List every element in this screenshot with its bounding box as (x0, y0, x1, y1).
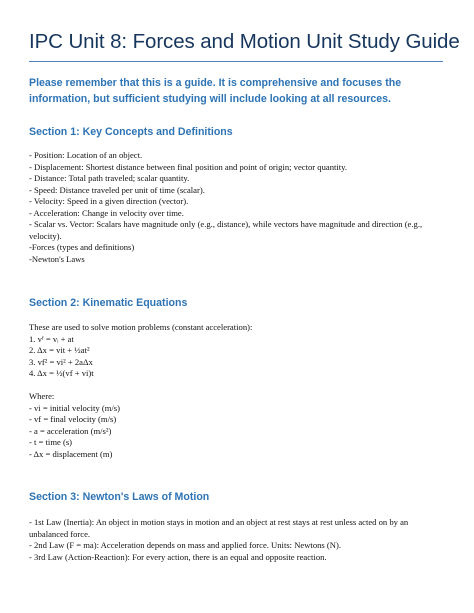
variable-item: - a = acceleration (m/s²) (29, 425, 112, 436)
section-2-body (29, 322, 449, 460)
list-item: -Forces (types and definitions) (29, 242, 135, 252)
section-3-body (29, 517, 449, 563)
list-item: - Speed: Distance traveled per unit of time (scalar). (29, 184, 205, 195)
list-item: - Position: Location of an object. (29, 150, 143, 160)
list-item: - 2nd Law (F = ma): Acceleration depends on mass and applied force. Units: Newtons (N). (29, 540, 341, 550)
section-1-body (29, 150, 449, 265)
equation: 4. Δx = ½(vf + vi)t (29, 368, 94, 378)
section-2-heading: Section 2: Kinematic Equations (29, 297, 188, 309)
list-item: - Displacement: Shortest distance between final position and point of origin; vector quantity. (29, 161, 348, 172)
list-item: - 1st Law (Inertia): An object in motion stays in motion and an object at rest stays at rest unless acted on by an unbalanced force. (29, 517, 409, 539)
section-2-intro: These are used to solve motion problems (constant acceleration): (29, 322, 253, 332)
variable-item: - vi = initial velocity (m/s) (29, 402, 121, 413)
variable-item: - Δx = displacement (m) (29, 448, 113, 459)
list-item: - Velocity: Speed in a given direction (vector). (29, 196, 189, 206)
variable-item: - vf = final velocity (m/s) (29, 414, 117, 424)
spacer (29, 380, 449, 392)
intro-note: Please remember that this is a guide. It is comprehensive and focuses the information, but sufficient studying will include looking at all resources. (29, 77, 402, 105)
document-title: IPC Unit 8: Forces and Motion Unit Study Guide (29, 30, 460, 53)
title-divider (29, 61, 443, 62)
equation: 2. Δx = vit + ½at² (29, 345, 90, 355)
equation: 3. vf² = vi² + 2aΔx (29, 356, 93, 367)
list-item: - Acceleration: Change in velocity over time. (29, 207, 184, 218)
list-item: - Scalar vs. Vector: Scalars have magnitude only (e.g., distance), while vectors have magnitude and direction (e.g., velocity). (29, 219, 423, 241)
where-label: Where: (29, 391, 55, 401)
section-1-heading: Section 1: Key Concepts and Definitions (29, 126, 233, 138)
equation: 1. vᶠ = vᵢ + at (29, 333, 74, 344)
list-item: -Newton's Laws (29, 253, 85, 264)
list-item: - 3rd Law (Action-Reaction): For every action, there is an equal and opposite reaction. (29, 551, 327, 562)
section-3-heading: Section 3: Newton's Laws of Motion (29, 491, 210, 503)
variable-item: - t = time (s) (29, 437, 73, 447)
list-item: - Distance: Total path traveled; scalar quantity. (29, 173, 190, 183)
